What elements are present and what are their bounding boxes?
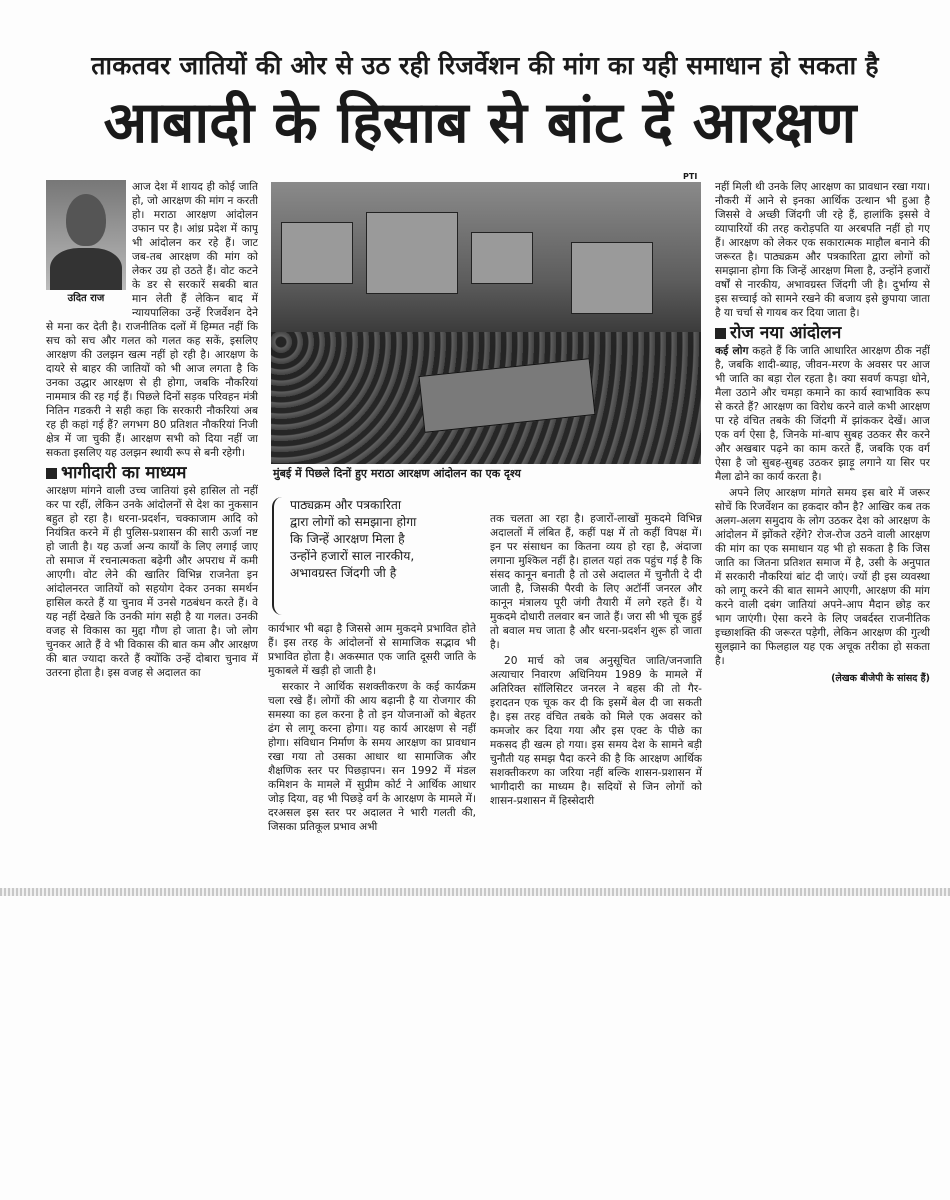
- square-bullet-icon: [46, 468, 57, 479]
- author-portrait: [46, 180, 126, 308]
- pull-quote-line: अभावग्रस्त जिंदगी जी है: [290, 566, 397, 580]
- col4-paragraph-3: अपने लिए आरक्षण मांगते समय इस बारे में जरूर सोचें कि रिजर्वेशन का हकदार कौन है? आखिर कब तक अलग-अलग समुदाय के लोग उठकर देश को आरक्षण के आंदोलन में झोंकते रहेंगे? रोज-रोज उठने वाली आरक्षण की मांग का एक समाधान यह भी हो सकता है कि जिस जाति का जितना प्रतिशत समाज में है, उसी के अनुपात में सरकारी नौकरियां बांट दी जाएं। ज्यों ही इस व्यवस्था को लागू करने की बात सामने आएगी, आरक्षण की मांग करने वाली दबंग जातियां अपने-आप मैदान छोड़ कर भाग जाएंगी। ऐसा करने के लिए जबर्दस्त राजनीतिक इच्छाशक्ति की जरूरत पड़ेगी, लेकिन आरक्षण की गुत्थी सुलझाने का फिलहाल यह एक अचूक तरीका हो सकता है।: [715, 487, 930, 667]
- scan-edge-rule: [0, 888, 950, 896]
- col3-paragraph-2: 20 मार्च को जब अनुसूचित जाति/जनजाति अत्याचार निवारण अधिनियम 1989 के मामले में अतिरिक्त सॉलिसिटर जनरल ने बहस की तो गैर-इरादतन एक चूक कर दी कि इसमें बेल दी जा सकती है। इस तरह वंचित तबके को मिले एक अवसर को कमजोर कर दिया गया और इस एक्ट के पीछे का मकसद ही खत्म हो गया। इस समय देश के सामने बड़ी चुनौती यह समझ पैदा करने की है कि आरक्षण आर्थिक सशक्तीकरण का जरिया नहीं बल्कि शासन-प्रशासन में भागीदारी का माध्यम है। सदियों से जिन लोगों को शासन-प्रशासन में हिस्सेदारी: [490, 655, 702, 807]
- pull-quote-line: उन्होंने हजारों साल नारकीय,: [290, 549, 415, 563]
- photo-credit: PTI: [683, 172, 698, 181]
- pull-quote: [272, 497, 478, 615]
- pull-quote-line: पाठ्यक्रम और पत्रकारिता: [290, 498, 402, 512]
- col4-paragraph-1: नहीं मिली थी उनके लिए आरक्षण का प्रावधान रखा गया। नौकरी में आने से इनका आर्थिक उत्थान भी हुआ है जिससे वे अच्छी जिंदगी जी रहे हैं, हालांकि इससे वे व्यापारियों की तरह करोड़पति या अरबपति नहीं हो गए हैं। आरक्षण को लेकर एक सकारात्मक माहौल बनाने की जरूरत है। पाठ्यक्रम और पत्रकारिता द्वारा लोगों को समझाना होगा कि जिन्हें आरक्षण मिला है, उन्होंने हजारों वर्षों से नारकीय, अभावग्रस्त जिंदगी जी है। दुर्भाग्य से इस सच्चाई को सामने रखने की बजाय इसे छुपाया जाता है या चर्चा से गायब कर दिया जाता है।: [715, 181, 930, 319]
- col3-paragraph-1: तक चलता आ रहा है। हजारों-लाखों मुकदमे विभिन्न अदालतों में लंबित हैं, कहीं पक्ष में तो कहीं विपक्ष में। इन पर संसाधन का कितना व्यय हो रहा है, अंदाजा लगाना मुश्किल नहीं है। हालत यहां तक पहुंच गई है कि संसद कानून बनाती है तो उसे अदालत में चुनौती दे दी जाती है, जिसकी पैरवी के लिए अटॉर्नी जनरल और कानून मंत्रालय पूरी जंगी तैयारी में लगे रहते हैं। ये मुकदमे दोधारी तलवार बन जाते हैं। जरा सी भी चूक हुई तो बवाल मच जाता है और धरना-प्रदर्शन शुरू हो जाता है।: [490, 513, 702, 651]
- kicker-headline: ताकतवर जातियों की ओर से उठ रही रिजर्वेशन की मांग का यही समाधान हो सकता है: [91, 51, 879, 80]
- col1-paragraph-2: आरक्षण मांगने वाली उच्च जातियां इसे हासिल तो नहीं कर पा रहीं, लेकिन उनके आंदोलनों से देश का नुकसान बहुत हो रहा है। धरना-प्रदर्शन, चक्काजाम आदि को नियंत्रित करने में ही पुलिस-प्रशासन की सारी ऊर्जा नष्ट हो जाती है। यह ऊर्जा अन्य कार्यों के लिए लगाई जाए तो समाज में रचनात्मकता बढ़ेगी और अपराध में कमी आएगी। वोट लेने की खातिर विभिन्न राजनेता इन आंदोलनरत जातियों को सहयोग देकर उनका समर्थन हासिल करते हैं या चुनाव में उनसे गठबंधन करते हैं। वे यह नहीं देखते कि उनकी मांग सही है या गलत। उनकी वजह से विकास का मुद्दा गौण हो जाता है। जो लोग चुनकर आते हैं वे भी विकास की बात कम और आरक्षण की बात ज्यादा करते हैं क्योंकि उन्हें दोबारा चुनाव में उतरना होता है। इस वजह से अदालत का: [46, 485, 258, 679]
- photo-caption: मुंबई में पिछले दिनों हुए मराठा आरक्षण आंदोलन का एक दृश्य: [273, 467, 521, 480]
- column-2: [268, 622, 476, 892]
- column-4: [715, 180, 930, 900]
- column-1: [46, 180, 258, 885]
- column-3: [490, 512, 702, 894]
- author-photo: [46, 180, 126, 290]
- col1-paragraph-1: आज देश में शायद ही कोई जाति हो, जो आरक्षण की मांग न करती हो। मराठा आरक्षण आंदोलन उफान पर है। आंध्र प्रदेश में कापू भी आंदोलन कर रहे हैं। जाट जब-तब आरक्षण की मांग को लेकर उग्र हो उठते हैं। वोट कटने के डर से सरकारें सबकी बात मान लेती हैं लेकिन बाद में न्यायपालिका उन्हें रिजर्वेशन देने से मना कर देती है। राजनीतिक दलों में हिम्मत नहीं कि सच को सच और गलत को गलत कह सकें, इसलिए आरक्षण की उलझन खत्म नहीं हो रही है। आरक्षण के दायरे से बाहर की जातियों को भी आज लगता है कि उनका उद्धार आरक्षण से ही होगा, जबकि नौकरियां नाममात्र की रह गई हैं। पिछले दिनों सड़क परिवहन मंत्री नितिन गडकरी ने सही कहा कि सरकारी नौकरियां अब रह ही कहां गई हैं? लगभग 80 प्रतिशत नौकरियां निजी क्षेत्र में जा चुकी हैं। आरक्षण सभी को दिया नहीं जा सकता इसलिए यह उलझन स्थायी रूप से बनी रहेगी।: [46, 181, 258, 459]
- author-name: उदित राज: [67, 293, 105, 304]
- author-signature: (लेखक बीजेपी के सांसद हैं): [831, 673, 930, 684]
- col2-paragraph-1: कार्यभार भी बढ़ा है जिससे आम मुकदमे प्रभावित होते हैं। इस तरह के आंदोलनों से सामाजिक सद्भाव भी प्रभावित होता है। अकस्मात एक जाति दूसरी जाति के मुकाबले में खड़ी हो जाती है।: [268, 623, 476, 677]
- main-headline: आबादी के हिसाब से बांट दें आरक्षण: [103, 90, 857, 156]
- col4-paragraph-2: कई लोग कहते हैं कि जाति आधारित आरक्षण ठीक नहीं है, जबकि शादी-ब्याह, जीवन-मरण के अवसर पर आज भी जाति का बड़ा रोल रहता है। क्या सवर्ण कपड़ा धोने, मैला उठाने और चमड़ा कमाने का कार्य स्वाभाविक रूप से करते हैं? आरक्षण का विरोध करने वाले कभी आरक्षण पा रहे वंचित तबके की जिंदगी में झांककर देखें। आज एक वर्ग ऐसा है, जिनके मां-बाप सुबह उठकर सैर करने और अखबार पढ़ने का काम करते हैं, जबकि एक वर्ग ऐसा है जो सुबह-सुबह उठकर झाड़ू लगाने या सिर पर मैला ढोने का कार्य करता है।: [715, 345, 930, 483]
- pull-quote-line: द्वारा लोगों को समझाना होगा: [290, 515, 417, 529]
- subhead-bhagidari: भागीदारी का माध्यम: [46, 466, 258, 480]
- subhead-roj-naya-andolan: रोज नया आंदोलन: [715, 326, 930, 340]
- lead-in: कई लोग: [715, 345, 749, 357]
- col2-paragraph-2: सरकार ने आर्थिक सशक्तीकरण के कई कार्यक्रम चला रखे हैं। लोगों की आय बढ़ानी है या रोजगार की समस्या का हल करना है तो इन योजनाओं को बेहतर ढंग से लागू करना होगा। यह कार्य आरक्षण से नहीं होगा। संविधान निर्माण के समय आरक्षण का प्रावधान रखा गया तो उसका आधार था सामाजिक और शैक्षणिक स्तर पर पिछड़ापन। सन 1992 में मंडल कमिशन के मामले में सुप्रीम कोर्ट ने आर्थिक आधार जोड़ दिया, वह भी पिछड़े वर्ग के आरक्षण के मामले में। दरअसल इस स्तर पर अदालत ने भारी गलती की, जिसका प्रतिकूल प्रभाव अभी: [268, 681, 476, 833]
- pull-quote-line: कि जिन्हें आरक्षण मिला है: [290, 532, 405, 546]
- square-bullet-icon: [715, 328, 726, 339]
- protest-photo: [271, 182, 701, 464]
